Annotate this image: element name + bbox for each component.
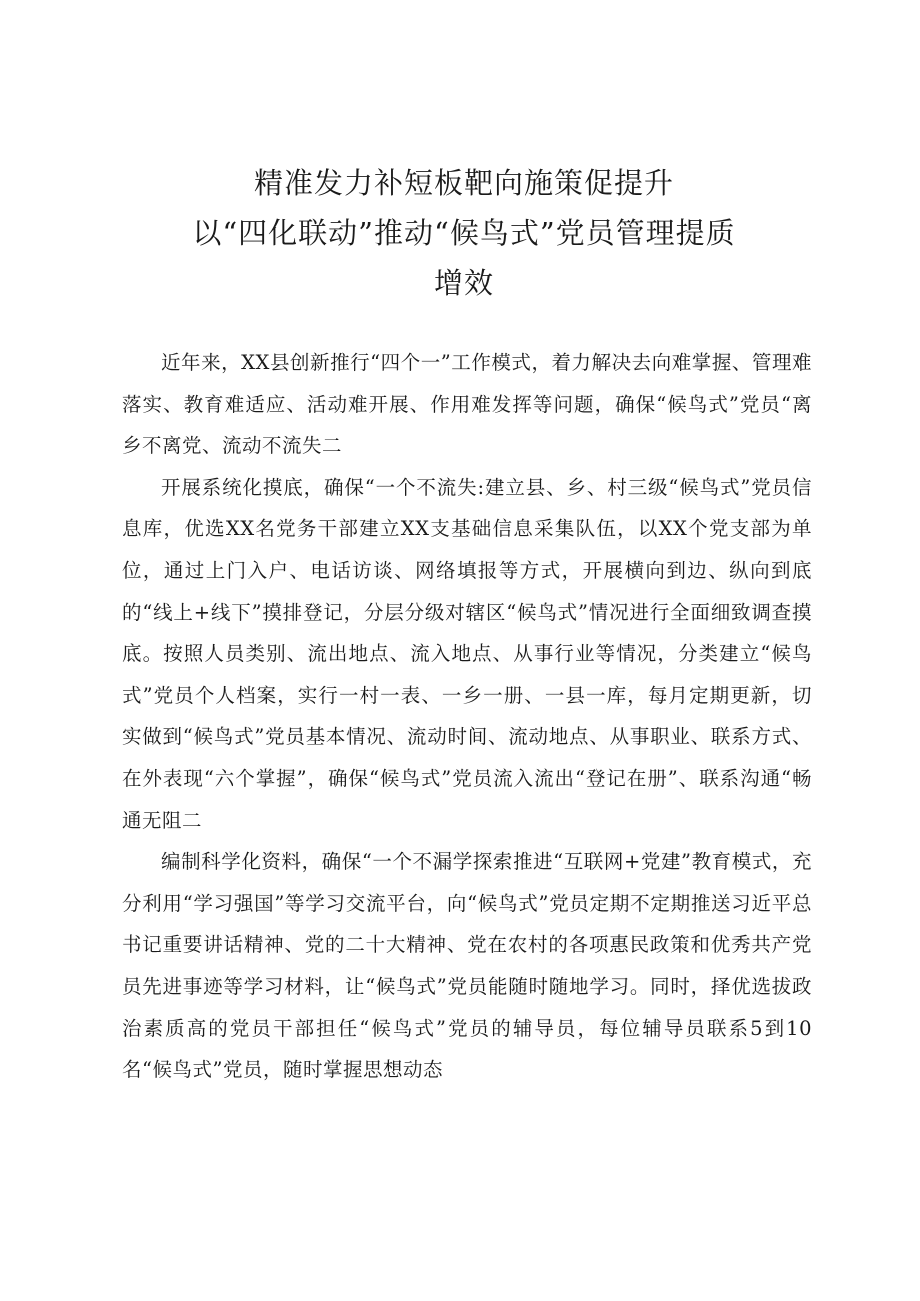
document-title (100, 158, 828, 308)
title-line-3: 增效 (433, 266, 494, 300)
title-line-2: 以“四化联动”推动“候鸟式”党员管理提质 (192, 216, 736, 250)
paragraph-survey: 开展系统化摸底，确保“一个不流失:建立县、乡、村三级“候鸟式”党员信息库，优选XX名党务干部建立XX支基础信息采集队伍，以XX个党支部为单位，通过上门入户、电话访谈、网络填报等方式，开展横向到边、纵向到底的“线上+线下”摸排登记，分层分级对辖区“候鸟式”情况进行全面细致调查摸底。按照人员类别、流出地点、流入地点、从事行业等情况，分类建立“候鸟式”党员个人档案，实行一村一表、一乡一册、一县一库，每月定期更新，切实做到“候鸟式”党员基本情况、流动时间、流动地点、从事职业、联系方式、在外表现“六个掌握”，确保“候鸟式”党员流入流出“登记在册”、联系沟通“畅通无阻二 (122, 475, 812, 832)
paragraph-materials: 编制科学化资料，确保“一个不漏学探索推进“互联网+党建”教育模式，充分利用“学习强国”等学习交流平台，向“候鸟式”党员定期不定期推送习近平总书记重要讲话精神、党的二十大精神、党在农村的各项惠民政策和优秀共产党员先进事迹等学习材料，让“候鸟式”党员能随时随地学习。同时，择优选拔政治素质高的党员干部担任“候鸟式”党员的辅导员，每位辅导员联系5到10名“候鸟式”党员，随时掌握思想动态 (122, 850, 812, 1082)
paragraph-intro: 近年来，XX县创新推行“四个一”工作模式，着力解决去向难掌握、管理难落实、教育难适应、活动难开展、作用难发挥等问题，确保“候鸟式”党员“离乡不离党、流动不流失二 (122, 351, 812, 458)
document-body (122, 342, 812, 1091)
title-line-1: 精准发力补短板靶向施策促提升 (253, 166, 674, 200)
